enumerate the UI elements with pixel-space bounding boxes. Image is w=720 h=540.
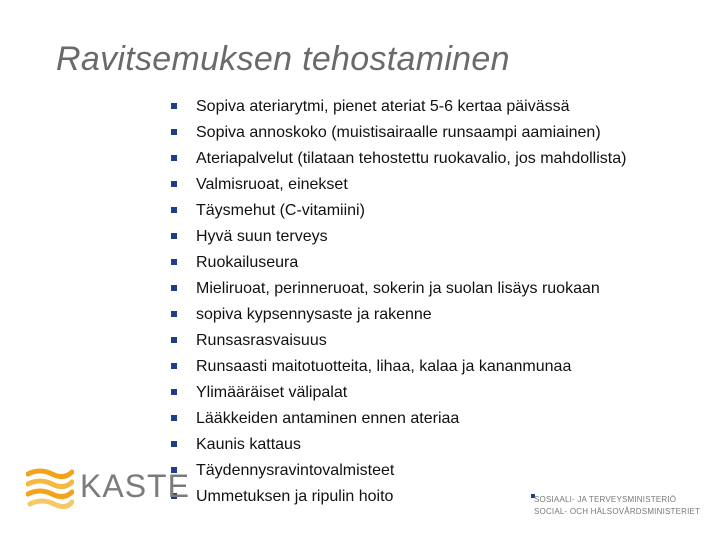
bullet-square-icon bbox=[171, 233, 177, 239]
bullet-item bbox=[170, 224, 626, 250]
bullet-item bbox=[170, 432, 626, 458]
bullet-item bbox=[170, 250, 626, 276]
bullet-square-icon bbox=[171, 415, 177, 421]
bullet-text: Hyvä suun terveys bbox=[196, 228, 328, 245]
bullet-square-icon bbox=[171, 441, 177, 447]
bullet-square-icon bbox=[171, 285, 177, 291]
bullet-text: Ateriapalvelut (tilataan tehostettu ruokavalio, jos mahdollista) bbox=[196, 150, 627, 167]
bullet-text: Ruokailuseura bbox=[196, 254, 299, 271]
bullet-item bbox=[170, 94, 626, 120]
bullet-text: sopiva kypsennysaste ja rakenne bbox=[196, 306, 432, 323]
ministry-name-swedish: SOCIAL- OCH HÄLSOVÅRDSMINISTERIET bbox=[534, 507, 701, 516]
bullet-item bbox=[170, 276, 626, 302]
bullet-text: Runsaasti maitotuotteita, lihaa, kalaa ja kananmunaa bbox=[196, 358, 572, 375]
bullet-item bbox=[170, 146, 626, 172]
bullet-item bbox=[170, 172, 626, 198]
bullet-text: Täysmehut (C-vitamiini) bbox=[196, 202, 365, 219]
bullet-square-icon bbox=[171, 259, 177, 265]
ministry-logo bbox=[534, 494, 700, 518]
bullet-text: Täydennysravintovalmisteet bbox=[196, 462, 395, 479]
bullet-item bbox=[170, 302, 626, 328]
bullet-text: Kaunis kattaus bbox=[196, 436, 301, 453]
bullet-text: Runsasrasvaisuus bbox=[196, 332, 327, 349]
bullet-text: Lääkkeiden antaminen ennen ateriaa bbox=[196, 410, 460, 427]
bullet-text: Ummetuksen ja ripulin hoito bbox=[196, 488, 394, 505]
bullet-text: Mieliruoat, perinneruoat, sokerin ja suolan lisäys ruokaan bbox=[196, 280, 600, 297]
bullet-square-icon bbox=[171, 155, 177, 161]
slide-title: Ravitsemuksen tehostaminen bbox=[56, 40, 510, 78]
bullet-item bbox=[170, 354, 626, 380]
bullet-square-icon bbox=[171, 129, 177, 135]
bullet-item bbox=[170, 380, 626, 406]
kaste-logo bbox=[26, 464, 190, 512]
bullet-list bbox=[170, 94, 626, 510]
ministry-name-finnish: SOSIAALI- JA TERVEYSMINISTERIÖ bbox=[534, 495, 677, 504]
bullet-item bbox=[170, 328, 626, 354]
bullet-text: Valmisruoat, einekset bbox=[196, 176, 348, 193]
bullet-square-icon bbox=[171, 103, 177, 109]
bullet-square-icon bbox=[171, 337, 177, 343]
bullet-text: Ylimääräiset välipalat bbox=[196, 384, 348, 401]
bullet-item bbox=[170, 458, 626, 484]
kaste-logo-text: KASTE bbox=[80, 468, 190, 504]
bullet-square-icon bbox=[171, 181, 177, 187]
bullet-square-icon bbox=[171, 207, 177, 213]
bullet-text: Sopiva annoskoko (muistisairaalle runsaampi aamiainen) bbox=[196, 124, 601, 141]
kaste-wave-icon bbox=[26, 464, 74, 512]
bullet-item bbox=[170, 198, 626, 224]
bullet-text: Sopiva ateriarytmi, pienet ateriat 5-6 kertaa päivässä bbox=[196, 98, 570, 115]
bullet-square-icon bbox=[171, 363, 177, 369]
bullet-item bbox=[170, 406, 626, 432]
bullet-square-icon bbox=[171, 389, 177, 395]
bullet-item bbox=[170, 120, 626, 146]
bullet-square-icon bbox=[171, 311, 177, 317]
